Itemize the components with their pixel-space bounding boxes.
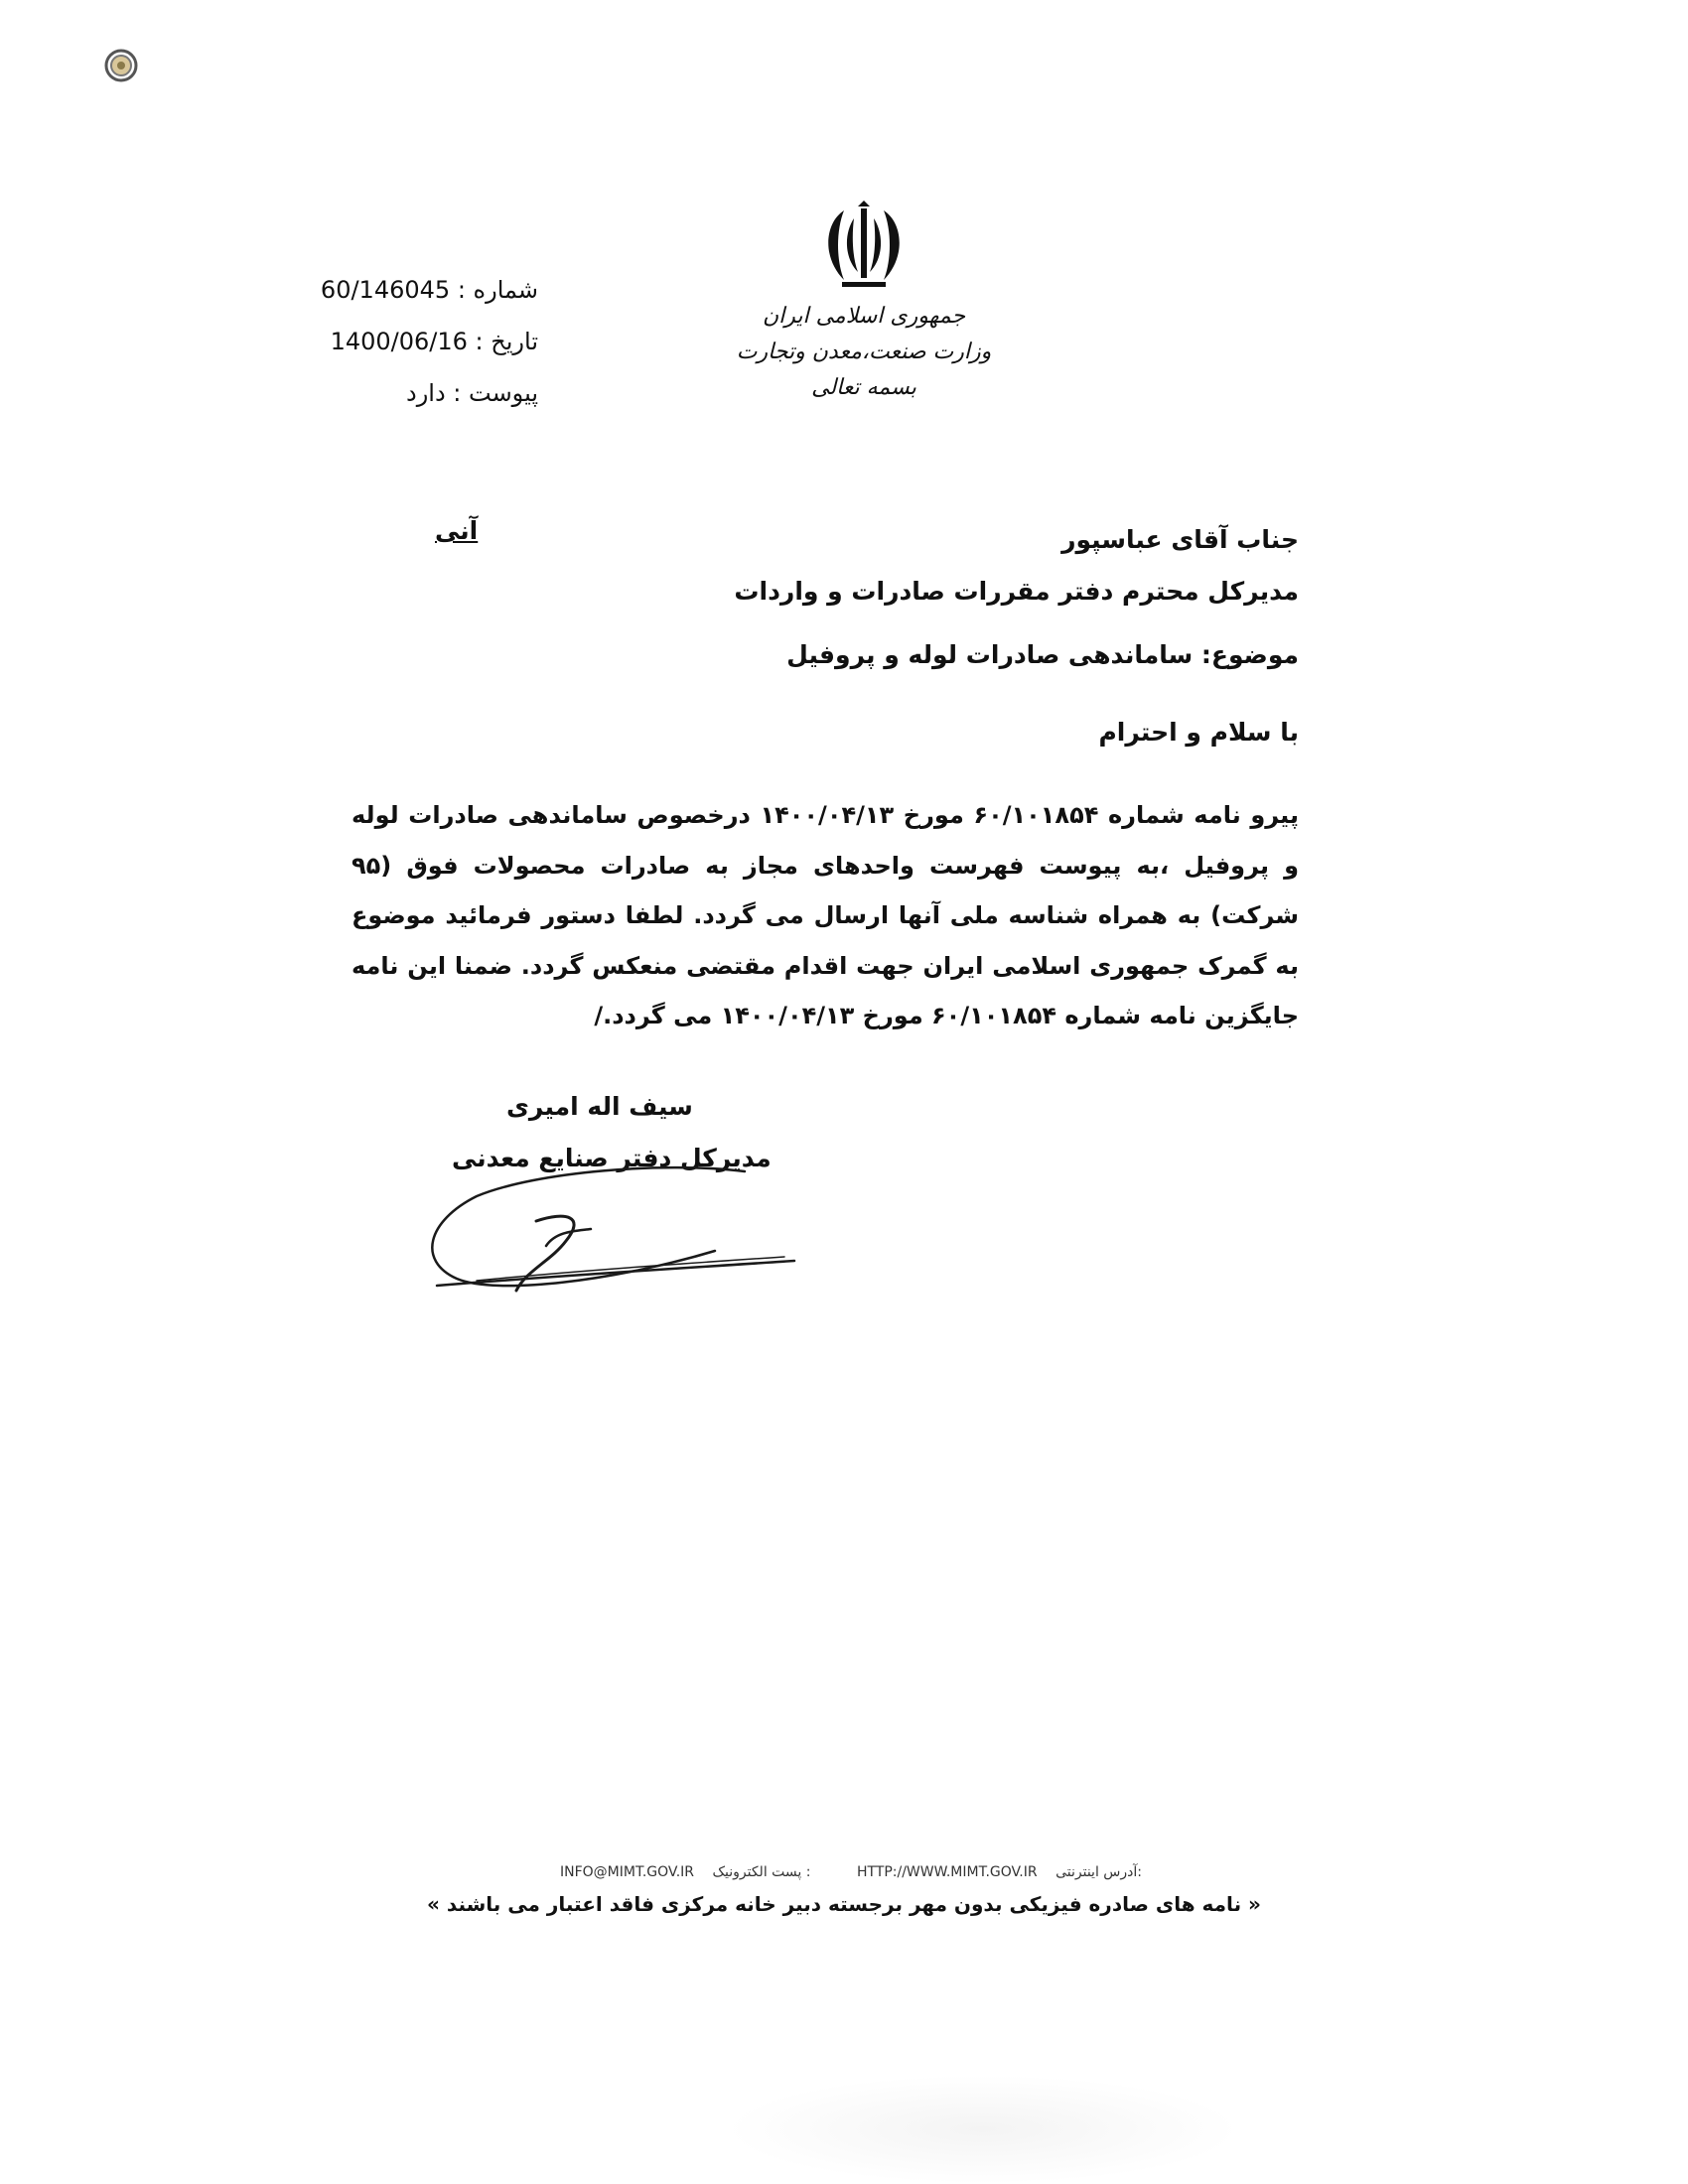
signer-name: سیف اله امیری xyxy=(506,1092,693,1121)
greeting: با سلام و احترام xyxy=(1098,718,1299,747)
letter-attachment-label: پیوست : xyxy=(453,379,538,407)
letter-attachment: دارد xyxy=(406,379,446,407)
footer-email xyxy=(546,1864,810,1880)
letterhead-invocation: بسمه تعالی xyxy=(811,375,916,400)
letter-date-label: تاریخ : xyxy=(475,328,538,355)
letter-date: 1400/06/16 xyxy=(330,328,468,355)
letter-date-row xyxy=(201,316,538,367)
letterhead-country: جمهوری اسلامی ایران xyxy=(762,304,966,329)
footer-website xyxy=(843,1864,1142,1880)
footer-email-label: پست الکترونیک : xyxy=(712,1864,811,1880)
footer-website-label: آدرس اینترنتی: xyxy=(1055,1864,1142,1880)
seal-icon xyxy=(103,48,139,83)
letterhead-ministry: وزارت صنعت،معدن وتجارت xyxy=(736,340,992,364)
footer-contact xyxy=(0,1864,1688,1880)
letterhead xyxy=(735,199,993,406)
addressee xyxy=(703,514,1299,617)
faint-stamp-mark xyxy=(725,2075,1241,2184)
signer-title: مدیرکل دفتر صنایع معدنی xyxy=(452,1144,772,1172)
footer-website-value: HTTP://WWW.MIMT.GOV.IR xyxy=(856,1864,1038,1880)
addressee-name: جناب آقای عباسپور xyxy=(1061,525,1299,554)
priority-label: آنی xyxy=(435,516,479,545)
footer-email-value: INFO@MIMT.GOV.IR xyxy=(560,1864,695,1880)
letter-meta xyxy=(201,264,538,419)
letter-body: پیرو نامه شماره ۶۰/۱۰۱۸۵۴ مورخ ۱۴۰۰/۰۴/۱۳ درخصوص ساماندهی صادرات لوله و پروفیل ،به پیوست فهرست واحدهای مجاز به صادرات محصولات فوق (۹۵ شرکت) به همراه شناسه ملی آنها ارسال می گردد. لطفا دستور فرمائید موضوع به گمرک جمهوری اسلامی ایران جهت اقدام مقتضی منعکس گردد. ضمنا این نامه جایگزین نامه شماره ۶۰/۱۰۱۸۵۴ مورخ ۱۴۰۰/۰۴/۱۳ می گردد./ xyxy=(352,801,1299,1029)
handwritten-signature xyxy=(417,1152,804,1300)
letter-number: 60/146045 xyxy=(320,276,451,304)
addressee-title: مدیرکل محترم دفتر مقررات صادرات و واردات xyxy=(734,577,1299,606)
footer-note: « نامه های صادره فیزیکی بدون مهر برجسته دبیر خانه مرکزی فاقد اعتبار می باشند » xyxy=(427,1892,1261,1916)
letter-number-label: شماره : xyxy=(457,276,538,304)
letter-attachment-row xyxy=(201,367,538,419)
letter-number-row xyxy=(201,264,538,316)
subject-line: موضوع: ساماندهی صادرات لوله و پروفیل xyxy=(786,640,1299,669)
iran-emblem-icon xyxy=(814,199,914,293)
